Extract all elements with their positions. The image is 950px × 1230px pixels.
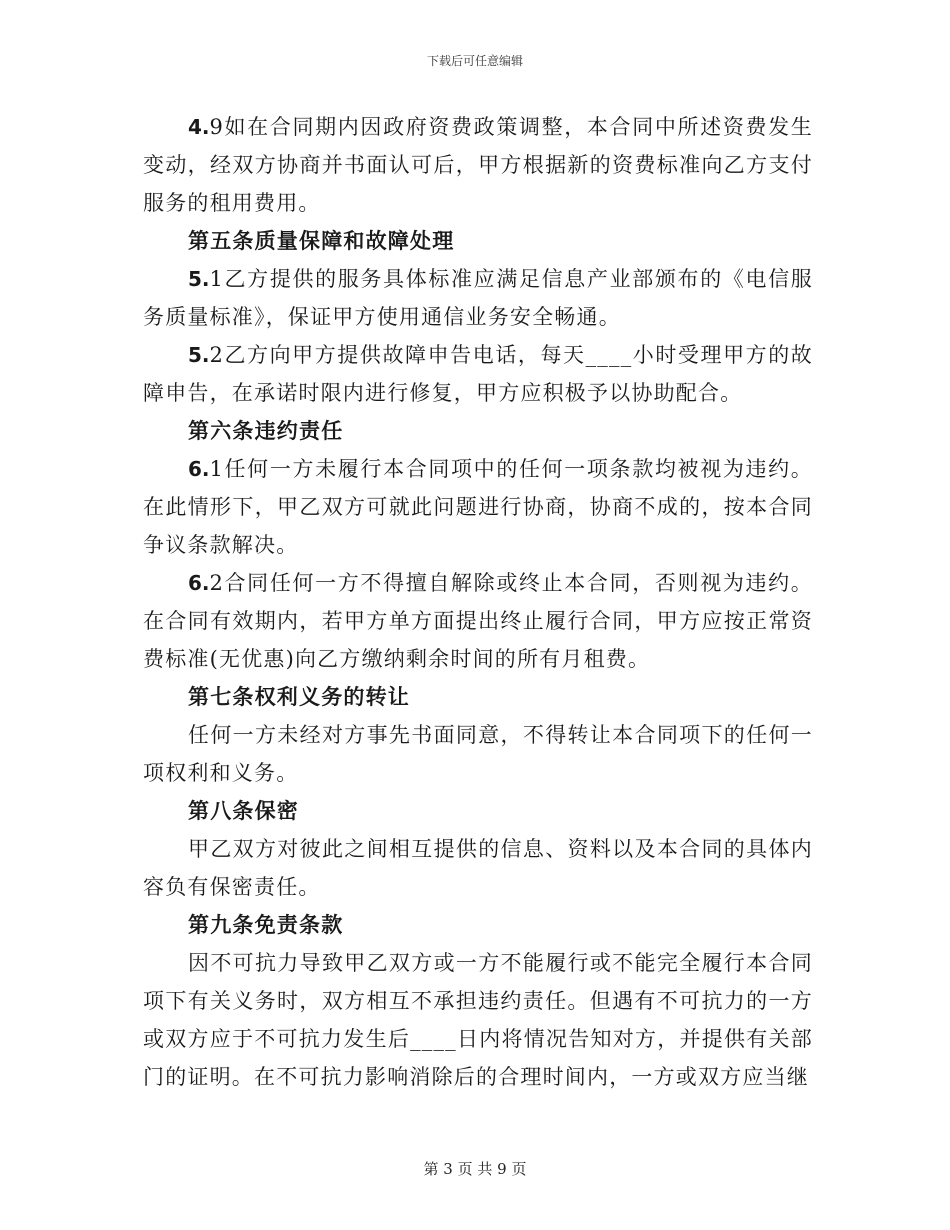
clause-6-2	[143, 564, 813, 678]
clause-text: 1乙方提供的服务具体标准应满足信息产业部颁布的《电信服务质量标准》，保证甲方使用通信业务安全畅通。	[143, 267, 813, 329]
clause-6-1	[143, 450, 813, 564]
clause-text: 甲乙双方对彼此之间相互提供的信息、资料以及本合同的具体内容负有保密责任。	[143, 837, 813, 899]
clause-number: 6.	[188, 571, 210, 595]
clause-text: 任何一方未经对方事先书面同意，不得转让本合同项下的任何一项权利和义务。	[143, 723, 813, 785]
article-8-body	[143, 830, 813, 906]
clause-number: 6.	[188, 457, 210, 481]
article-5-heading: 第五条质量保障和故障处理	[188, 229, 455, 253]
clause-text: 因不可抗力导致甲乙双方或一方不能履行或不能完全履行本合同项下有关义务时，双方相互不承担违约责任。但遇有不可抗力的一方或双方应于不可抗力发生后____日内将情况告知对方，并提供有关部门的证明。在不可抗力影响消除后的合理时间内，一方或双方应当继	[143, 951, 813, 1089]
article-9-body	[143, 944, 813, 1096]
clause-text: 1任何一方未履行本合同项中的任何一项条款均被视为违约。在此情形下，甲乙双方可就此问题进行协商，协商不成的，按本合同争议条款解决。	[143, 457, 813, 557]
clause-4-9	[143, 108, 813, 222]
page-number-footer: 第 3 页 共 9 页	[423, 1160, 527, 1178]
clause-number: 5.	[188, 267, 210, 291]
clause-text: 2乙方向甲方提供故障申告电话，每天____小时受理甲方的故障申告，在承诺时限内进行修复，甲方应积极予以协助配合。	[143, 343, 813, 405]
article-8-heading: 第八条保密	[188, 799, 299, 823]
article-6-heading: 第六条违约责任	[188, 419, 344, 443]
article-7-body	[143, 716, 813, 792]
clause-5-2	[143, 336, 813, 412]
page-header-note: 下载后可任意编辑	[426, 54, 523, 68]
clause-number: 5.	[188, 343, 210, 367]
article-9-heading: 第九条免责条款	[188, 913, 344, 937]
clause-number: 4.	[188, 115, 210, 139]
clause-5-1	[143, 260, 813, 336]
document-body	[143, 108, 813, 1096]
clause-text: 2合同任何一方不得擅自解除或终止本合同，否则视为违约。在合同有效期内，若甲方单方面提出终止履行合同，甲方应按正常资费标准(无优惠)向乙方缴纳剩余时间的所有月租费。	[143, 571, 813, 671]
clause-text: 9如在合同期内因政府资费政策调整，本合同中所述资费发生变动，经双方协商并书面认可后，甲方根据新的资费标准向乙方支付服务的租用费用。	[143, 115, 813, 215]
article-7-heading: 第七条权利义务的转让	[188, 685, 410, 709]
